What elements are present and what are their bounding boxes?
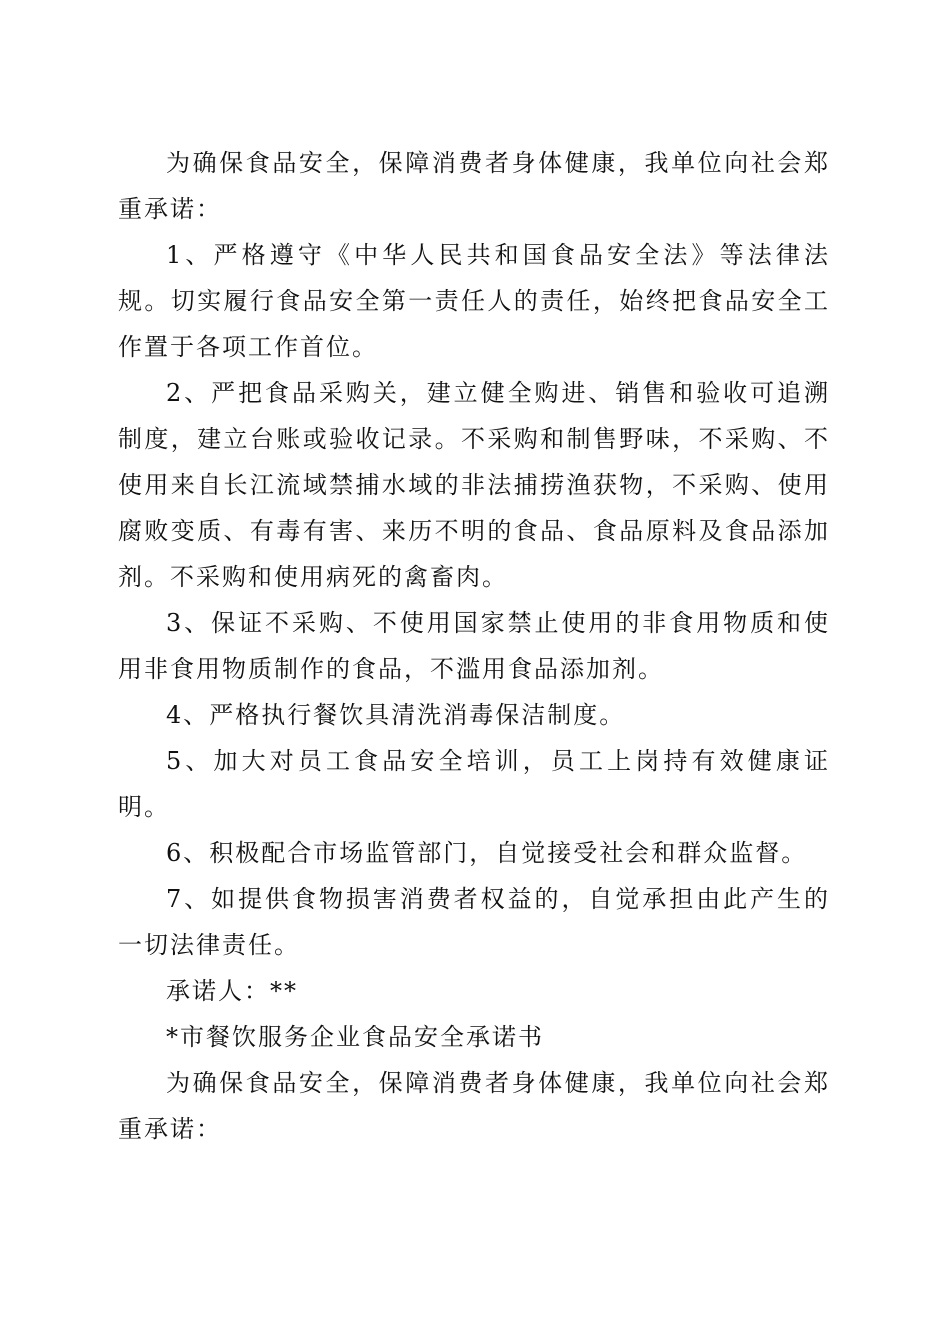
intro-paragraph: 为确保食品安全，保障消费者身体健康，我单位向社会郑重承诺： xyxy=(118,149,830,223)
document-body xyxy=(118,140,830,1152)
intro-paragraph-repeat: 为确保食品安全，保障消费者身体健康，我单位向社会郑重承诺： xyxy=(118,1069,830,1143)
promisor-line: 承诺人：** xyxy=(166,977,298,1005)
commitment-item-5: 5、加大对员工食品安全培训，员工上岗持有效健康证明。 xyxy=(118,747,830,821)
commitment-item-2: 2、严把食品采购关，建立健全购进、销售和验收可追溯制度，建立台账或验收记录。不采购和制售野味，不采购、不使用来自长江流域禁捕水域的非法捕捞渔获物，不采购、使用腐败变质、有毒有害、来历不明的食品、食品原料及食品添加剂。不采购和使用病死的禽畜肉。 xyxy=(118,379,830,591)
commitment-item-1: 1、严格遵守《中华人民共和国食品安全法》等法律法规。切实履行食品安全第一责任人的责任，始终把食品安全工作置于各项工作首位。 xyxy=(118,241,830,361)
section-title: *市餐饮服务企业食品安全承诺书 xyxy=(166,1023,544,1051)
commitment-item-7: 7、如提供食物损害消费者权益的，自觉承担由此产生的一切法律责任。 xyxy=(118,885,830,959)
commitment-item-3: 3、保证不采购、不使用国家禁止使用的非食用物质和使用非食用物质制作的食品，不滥用食品添加剂。 xyxy=(118,609,830,683)
commitment-item-6: 6、积极配合市场监管部门，自觉接受社会和群众监督。 xyxy=(166,839,808,867)
commitment-item-4: 4、严格执行餐饮具清洗消毒保洁制度。 xyxy=(166,701,626,729)
